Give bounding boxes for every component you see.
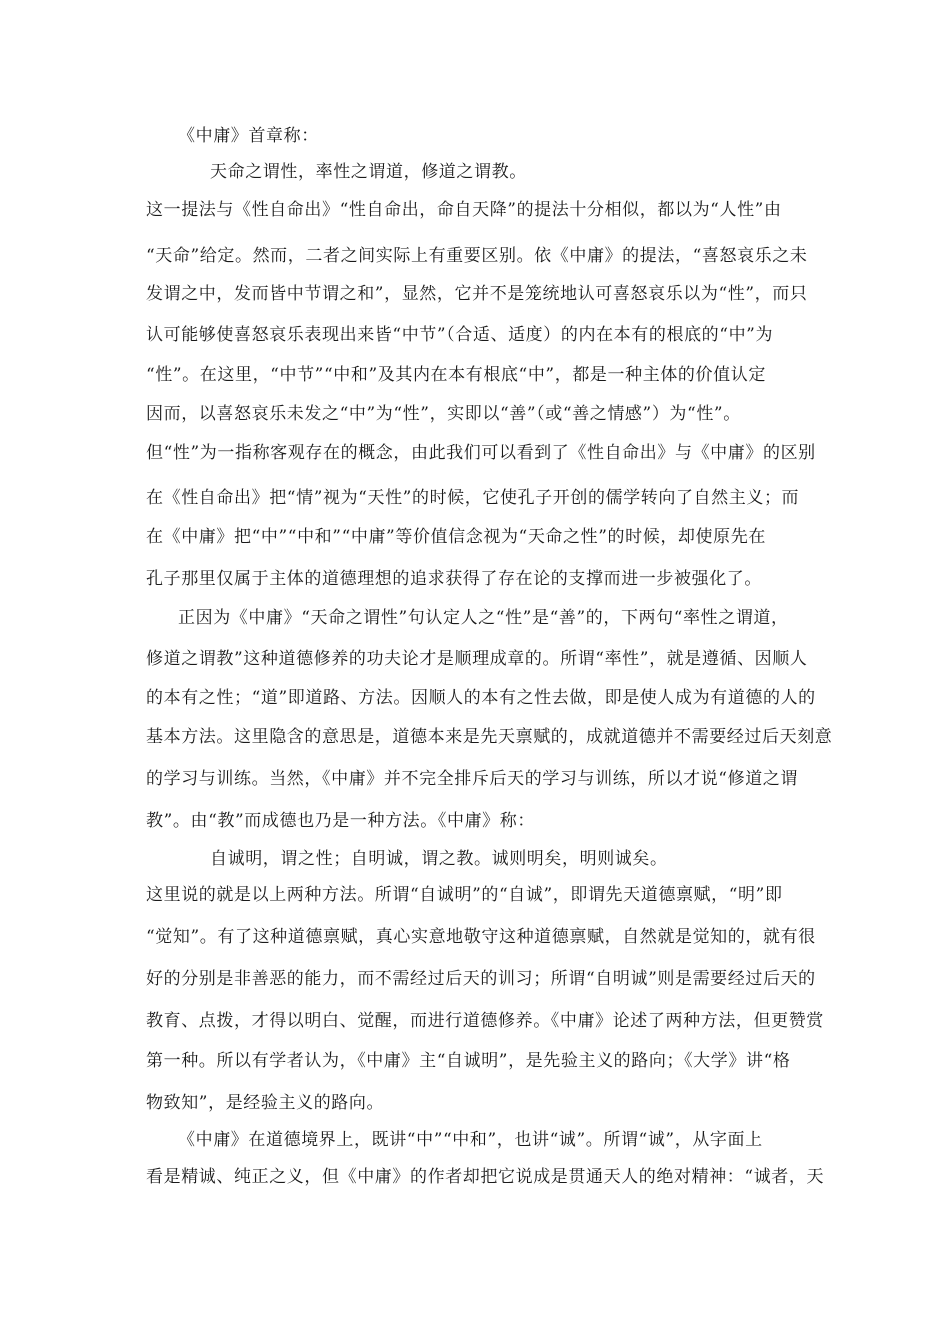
text-line: 认可能够使喜怒哀乐表现出来皆“中节”（合适、适度）的内在本有的根底的“中”为	[146, 325, 774, 345]
quote-line: 自诚明，谓之性；自明诚，谓之教。诚则明矣，明则诚矣。	[210, 849, 668, 869]
text-line: 这一提法与《性自命出》“性自命出，命自天降”的提法十分相似，都以为“人性”由	[146, 200, 782, 220]
text-line: 发谓之中，发而皆中节谓之和”，显然，它并不是笼统地认可喜怒哀乐以为“性”，而只	[146, 284, 808, 304]
text-line: 基本方法。这里隐含的意思是，道德本来是先天禀赋的，成就道德并不需要经过后天刻意	[146, 727, 833, 747]
text-line: “觉知”。有了这种道德禀赋，真心实意地敬守这种道德禀赋，自然就是觉知的，就有很	[146, 927, 816, 947]
text-line: “性”。在这里，“中节”“中和”及其内在本有根底“中”，都是一种主体的价值认定	[146, 365, 766, 385]
text-line: 教育、点拨，才得以明白、觉醒，而进行道德修养。《中庸》论述了两种方法，但更赞赏	[146, 1011, 824, 1031]
text-line: 教”。由“教”而成德也乃是一种方法。《中庸》称：	[146, 811, 535, 831]
text-line: 物致知”，是经验主义的路向。	[146, 1093, 385, 1113]
text-line: 这里说的就是以上两种方法。所谓“自诚明”的“自诚”，即谓先天道德禀赋，“明”即	[146, 885, 783, 905]
text-line: 孔子那里仅属于主体的道德理想的追求获得了存在论的支撑而进一步被强化了。	[146, 569, 762, 589]
text-line: 在《中庸》把“中”“中和”“中庸”等价值信念视为“天命之性”的时候，却使原先在	[146, 527, 766, 547]
text-line: “天命”给定。然而，二者之间实际上有重要区别。依《中庸》的提法，“喜怒哀乐之未	[146, 246, 808, 266]
text-line: 但“性”为一指称客观存在的概念，由此我们可以看到了《性自命出》与《中庸》的区别	[146, 443, 816, 463]
text-line: 正因为《中庸》“天命之谓性”句认定人之“性”是“善”的，下两句“率性之谓道，	[178, 608, 789, 628]
text-line: 第一种。所以有学者认为，《中庸》主“自诚明”，是先验主义的路向；《大学》讲“格	[146, 1051, 791, 1071]
text-line: 修道之谓教”这种道德修养的功夫论才是顺理成章的。所谓“率性”，就是遵循、因顺人	[146, 649, 808, 669]
quote-line: 天命之谓性，率性之谓道，修道之谓教。	[210, 162, 527, 182]
text-line: 在《性自命出》把“情”视为“天性”的时候，它使孔子开创的儒学转向了自然主义；而	[146, 488, 800, 508]
text-line: 《中庸》首章称：	[178, 126, 319, 146]
text-line: 因而，以喜怒哀乐未发之“中”为“性”，实即以“善”（或“善之情感”）为“性”。	[146, 404, 741, 424]
text-line: 《中庸》在道德境界上，既讲“中”“中和”，也讲“诚”。所谓“诚”，从字面上	[178, 1130, 763, 1150]
text-line: 的本有之性；“道”即道路、方法。因顺人的本有之性去做，即是使人成为有道德的人的	[146, 688, 816, 708]
text-line: 的学习与训练。当然，《中庸》并不完全排斥后天的学习与训练，所以才说“修道之谓	[146, 769, 798, 789]
text-line: 看是精诚、纯正之义，但《中庸》的作者却把它说成是贯通天人的绝对精神：“诚者，天	[146, 1167, 825, 1187]
text-line: 好的分别是非善恶的能力，而不需经过后天的训习；所谓“自明诚”则是需要经过后天的	[146, 969, 816, 989]
